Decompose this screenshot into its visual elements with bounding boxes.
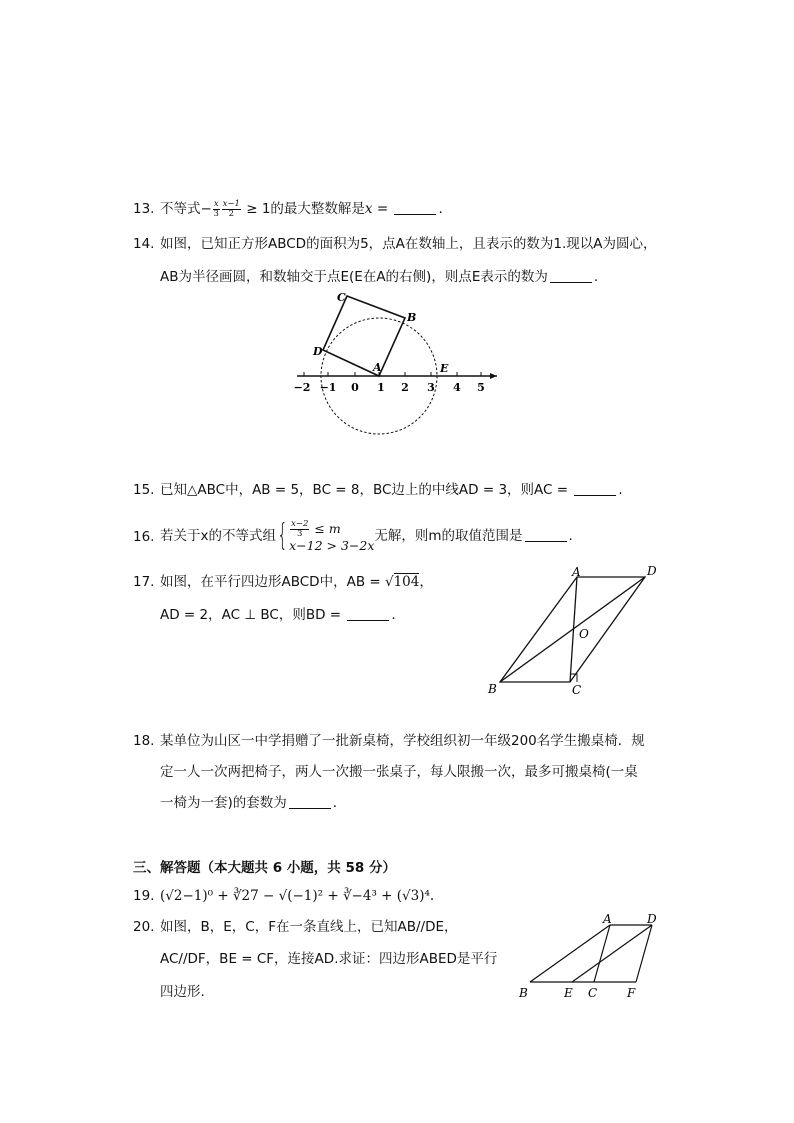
segment-bd [500,577,645,682]
segment-ac [594,925,610,982]
q16-answer-blank [525,527,567,542]
q18-line1: 某单位为山区一中学捐赠了一批新桌椅，学校组织初一年级200名学生搬桌椅．规 [160,733,645,749]
q14-line1: 如图，已知正方形ABCD的面积为5，点A在数轴上，且表示的数为1.现以A为圆心， [160,236,657,252]
label-d: D [313,345,323,358]
q14-number: 14. [133,236,155,252]
label-e: E [440,362,449,375]
q15-number: 15. [133,482,155,498]
q17-line2: AD = 2，AC ⊥ BC，则BD = . [160,607,396,623]
tick-label: 1 [377,381,385,394]
q20-line3: 四边形. [160,984,205,1000]
q14-figure [290,288,505,440]
tick-label: −1 [319,381,337,394]
q20-number: 20. [133,919,155,935]
label-a: A [572,565,581,579]
q17-number: 17. [133,574,155,590]
q13-fraction-2: $\frac{x-1}{2}$ [222,198,240,219]
q20-line1: 如图，B，E，C，F在一条直线上，已知AB//DE， [160,919,458,935]
label-c: C [572,683,582,697]
q14-line2: AB为半径画圆，和数轴交于点E(E在A的右侧)，则点E表示的数为 . [160,269,599,285]
q20-figure [510,905,670,1000]
q14-answer-blank [550,268,592,283]
segment-de [572,925,652,982]
label-a: A [603,912,612,926]
q15-text: 已知△ABC中，AB = 5，BC = 8，BC边上的中线AD = 3，则AC = . [160,482,623,498]
q16-number: 16. [133,529,155,545]
label-e: E [564,986,573,1000]
label-f: F [627,986,636,1000]
q18-number: 18. [133,733,155,749]
number-line-arrow [490,373,497,379]
tick-label: −2 [293,381,311,394]
label-b: B [488,682,497,696]
label-o: O [579,627,589,641]
q17-answer-blank [347,606,389,621]
square-abcd [323,296,405,376]
tick-label: 0 [351,381,359,394]
label-d: D [647,912,657,926]
q18-answer-blank [289,794,331,809]
label-b: B [519,986,528,1000]
q18-line3: 一椅为一套)的套数为 . [160,795,338,811]
q18-line2: 定一人一次两把椅子，两人一次搬一张桌子，每人限搬一次，最多可搬桌椅(一桌 [160,764,638,780]
q20-line2: AC//DF，BE = CF，连接AD.求证：四边形ABED是平行 [160,951,498,967]
q15-answer-blank [574,481,616,496]
q17-figure [485,562,665,700]
q13-answer-blank [394,200,436,215]
tick-label: 5 [477,381,485,394]
q13-pre: 不等式 [160,201,201,217]
label-c: C [588,986,598,1000]
label-a: A [373,361,382,374]
q16-inequality-system: $\frac{x-2}{3}$ ≤ m x−12 > 3−2x [289,518,375,553]
tick-label: 3 [427,381,435,394]
section-heading: 三、解答题（本大题共 6 小题，共 58 分） [133,860,396,876]
q17-line1: 如图，在平行四边形ABCD中，AB = √104， [160,574,433,590]
q19-expression: (√2−1)⁰ + ∛27 − √(−1)² + ∛−4³ + (√3)⁴. [160,888,435,904]
label-c: C [337,291,346,304]
q13-fraction-1: $\frac{x}{3}$ [213,198,219,219]
q13-text: 不等式− $\frac{x}{3}$ $\frac{x-1}{2}$ ≥ 1的最大整数解是x = . [160,198,443,219]
label-d: D [647,564,657,578]
q16-text: 若关于x的不等式组{ $\frac{x-2}{3}$ ≤ m x−12 > 3−2x 无解，则m的取值范围是 . [160,518,573,553]
label-b: B [407,311,417,324]
segment-ab [530,925,610,982]
segment-df [636,925,652,982]
q13-number: 13. [133,201,155,217]
tick-label: 4 [453,381,461,394]
tick-label: 2 [401,381,409,394]
q19-number: 19. [133,888,155,904]
